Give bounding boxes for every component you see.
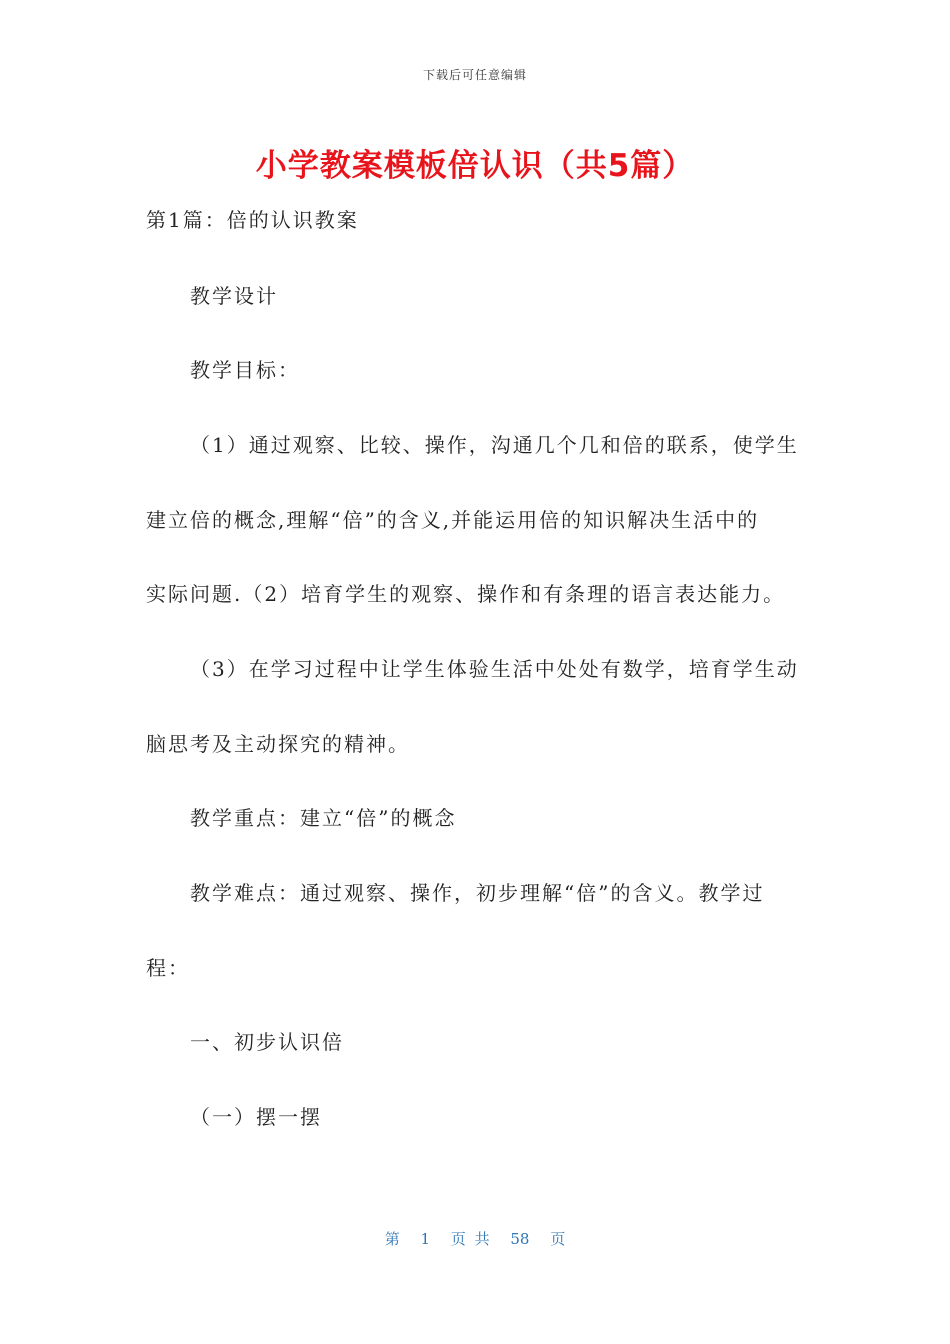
paragraph-teaching-design: 教学设计 bbox=[190, 284, 278, 308]
footer-middle: 页 共 bbox=[450, 1230, 490, 1248]
goal-1-line-2: 建立倍的概念,理解“倍”的含义,并能运用倍的知识解决生活中的 bbox=[146, 508, 760, 532]
difficulty-line-1: 教学难点：通过观察、操作，初步理解“倍”的含义。教学过 bbox=[190, 881, 765, 905]
goal-1-line-1: （1）通过观察、比较、操作，沟通几个几和倍的联系，使学生 bbox=[190, 433, 799, 457]
goal-3-line-2: 脑思考及主动探究的精神。 bbox=[146, 732, 410, 756]
difficulty-line-2: 程： bbox=[146, 956, 190, 980]
goal-3-line-1: （3）在学习过程中让学生体验生活中处处有数学，培育学生动 bbox=[190, 657, 799, 681]
footer-page-number: 1 bbox=[420, 1230, 431, 1248]
goal-1-line-3: 实际问题.（2）培育学生的观察、操作和有条理的语言表达能力。 bbox=[146, 582, 786, 606]
section-1-heading: 一、初步认识倍 bbox=[190, 1030, 344, 1054]
page-footer bbox=[0, 1228, 950, 1249]
paragraph-teaching-goals: 教学目标： bbox=[190, 358, 300, 382]
paragraph-key-point: 教学重点：建立“倍”的概念 bbox=[190, 806, 457, 830]
header-note: 下载后可任意编辑 bbox=[422, 68, 527, 82]
footer-prefix: 第 bbox=[384, 1230, 400, 1248]
section-heading: 第1篇：倍的认识教案 bbox=[146, 208, 359, 232]
document-title: 小学教案模板倍认识（共5篇） bbox=[255, 148, 695, 184]
subsection-heading: （一）摆一摆 bbox=[190, 1105, 322, 1129]
footer-suffix: 页 bbox=[550, 1230, 566, 1248]
footer-total-pages: 58 bbox=[510, 1230, 530, 1248]
